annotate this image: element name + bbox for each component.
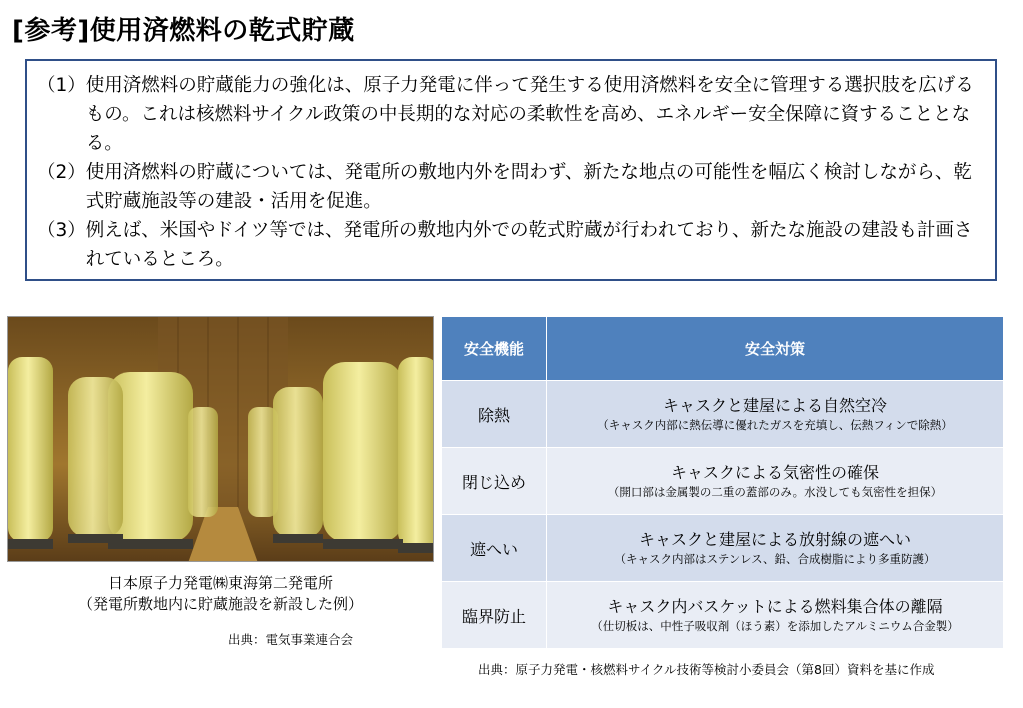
- table-header-row: [442, 317, 1004, 381]
- point-text: 使用済燃料の貯蔵については、発電所の敷地内外を問わず、新たな地点の可能性を幅広く検討しながら、乾式貯蔵施設等の建設・活用を促進。: [85, 162, 972, 212]
- storage-facility-photo: [7, 316, 434, 562]
- measure-detail: （キャスク内部に熱伝導に優れたガスを充填し、伝熱フィンで除熱）: [597, 418, 953, 432]
- safety-measures-table: [441, 316, 1004, 649]
- header-safety-function: 安全機能: [442, 317, 547, 381]
- point-text: 使用済燃料の貯蔵能力の強化は、原子力発電に伴って発生する使用済燃料を安全に管理する選択肢を広げるもの。これは核燃料サイクル政策の中長期的な対応の柔軟性を高め、エネルギー安全保障に資することとなる。: [85, 75, 974, 154]
- table-row: [442, 582, 1004, 649]
- safety-function: 遮へい: [442, 515, 547, 582]
- safety-measure: [547, 582, 1004, 649]
- table-row: [442, 448, 1004, 515]
- safety-function: 除熱: [442, 381, 547, 448]
- safety-measure: [547, 381, 1004, 448]
- measure-detail: （開口部は金属製の二重の蓋部のみ。水没しても気密性を担保）: [607, 485, 943, 499]
- summary-point-2: [37, 158, 985, 216]
- point-number: （1）: [37, 75, 86, 96]
- page-title: [参考]使用済燃料の乾式貯蔵: [12, 16, 355, 46]
- measure-main: キャスクと建屋による放射線の遮へい: [638, 530, 911, 549]
- measure-main: キャスクと建屋による自然空冷: [662, 396, 887, 415]
- point-number: （2）: [37, 162, 86, 183]
- point-text: 例えば、米国やドイツ等では、発電所の敷地内外での乾式貯蔵が行われており、新たな施設の建設も計画されているところ。: [85, 220, 973, 270]
- measure-main: キャスクによる気密性の確保: [670, 463, 879, 482]
- measure-detail: （キャスク内部はステンレス、鉛、合成樹脂により多重防護）: [614, 552, 936, 566]
- safety-measure: [547, 448, 1004, 515]
- summary-point-3: [37, 216, 985, 274]
- summary-box: [25, 59, 997, 281]
- table-row: [442, 381, 1004, 448]
- measure-main: キャスク内バスケットによる燃料集合体の離隔: [607, 597, 943, 616]
- point-number: （3）: [37, 220, 86, 241]
- safety-function: 臨界防止: [442, 582, 547, 649]
- photo-caption: [7, 573, 434, 615]
- safety-function: 閉じ込め: [442, 448, 547, 515]
- summary-point-1: [37, 71, 985, 158]
- cask-hall-illustration: [8, 317, 434, 562]
- table-row: [442, 515, 1004, 582]
- measure-detail: （仕切板は、中性子吸収剤（ほう素）を添加したアルミニウム合金製）: [591, 619, 959, 633]
- header-safety-measure: 安全対策: [547, 317, 1004, 381]
- photo-caption-line2: （発電所敷地内に貯蔵施設を新設した例）: [77, 595, 363, 613]
- safety-measure: [547, 515, 1004, 582]
- table-source: 出典：原子力発電・核燃料サイクル技術等検討小委員会（第8回）資料を基に作成: [478, 662, 935, 677]
- photo-source: 出典：電気事業連合会: [228, 632, 354, 647]
- photo-caption-line1: 日本原子力発電㈱東海第二発電所: [107, 574, 333, 592]
